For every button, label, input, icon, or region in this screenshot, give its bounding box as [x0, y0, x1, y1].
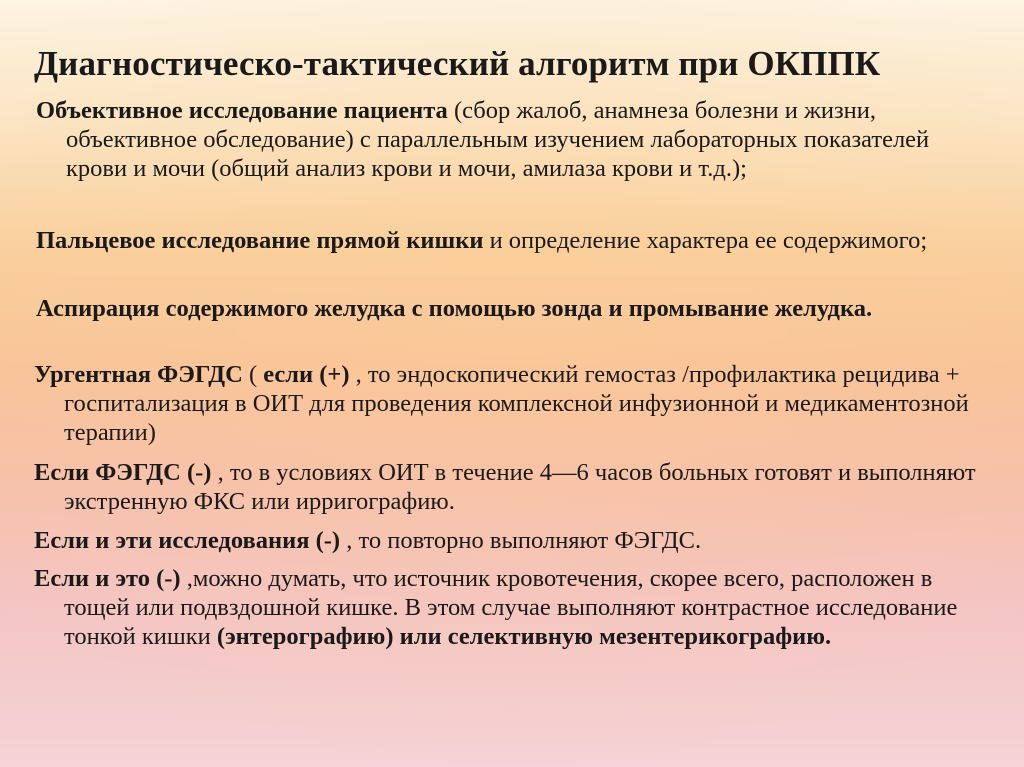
paragraph-body: , то повторно выполняют ФЭГДС. — [340, 527, 702, 554]
paragraph-text — [36, 96, 991, 183]
paragraph-objective-exam — [36, 96, 991, 183]
paragraph-bold-lead: Аспирация содержимого желудка с помощью зонда и промывание желудка. — [36, 295, 873, 322]
slide-title: Диагностическо-тактический алгоритм при ОКППК — [34, 44, 881, 83]
paragraph-bold-inline: (энтерографию) или селективную мезентерикографию. — [216, 623, 832, 650]
paragraph-text — [34, 564, 989, 651]
paragraph-text — [36, 226, 991, 255]
paragraph-rectal-exam — [36, 226, 991, 255]
paragraph-small-bowel — [34, 564, 989, 651]
paragraph-body: ( — [242, 361, 264, 388]
paragraph-text — [34, 458, 989, 516]
paragraph-body: , то в условиях ОИТ в течение 4—6 часов больных готовят и выполняют экстренную ФКС или ирригографию. — [64, 459, 976, 515]
paragraph-body: , то эндоскопический гемостаз /профилактика рецидива + госпитализация в ОИТ для проведения комплексной инфузионной и медикаментозной терапии) — [64, 361, 969, 446]
paragraph-body: (сбор жалоб, анамнеза болезни и жизни, объективное обследование) с параллельным изучением лабораторных показателей крови и мочи (общий анализ крови и мочи, амилаза крови и т.д.); — [66, 97, 930, 182]
paragraph-body: ,можно думать, что источник кровотечения, скорее всего, расположен в тощей или подвздошной кишке. В этом случае выполняют контрастное исследование тонкой кишки — [64, 565, 958, 650]
paragraph-bold-inline: если (+) — [263, 361, 350, 388]
paragraph-bold-lead: Ургентная ФЭГДС — [34, 361, 243, 388]
paragraph-studies-negative — [34, 526, 989, 555]
paragraph-fegds-negative — [34, 458, 989, 516]
paragraph-body: и определение характера ее содержимого; — [483, 227, 928, 254]
paragraph-bold-lead: Пальцевое исследование прямой кишки — [36, 227, 484, 254]
paragraph-bold-lead: Если и это (-) — [34, 565, 181, 592]
paragraph-urgent-fegds — [34, 360, 989, 447]
paragraph-text — [34, 360, 989, 447]
paragraph-text — [36, 294, 991, 323]
paragraph-text — [34, 526, 989, 555]
paragraph-aspiration — [36, 294, 991, 323]
paragraph-bold-lead: Если и эти исследования (-) — [34, 527, 341, 554]
paragraph-bold-lead: Объективное исследование пациента — [36, 97, 448, 124]
paragraph-bold-lead: Если ФЭГДС (-) — [34, 459, 212, 486]
